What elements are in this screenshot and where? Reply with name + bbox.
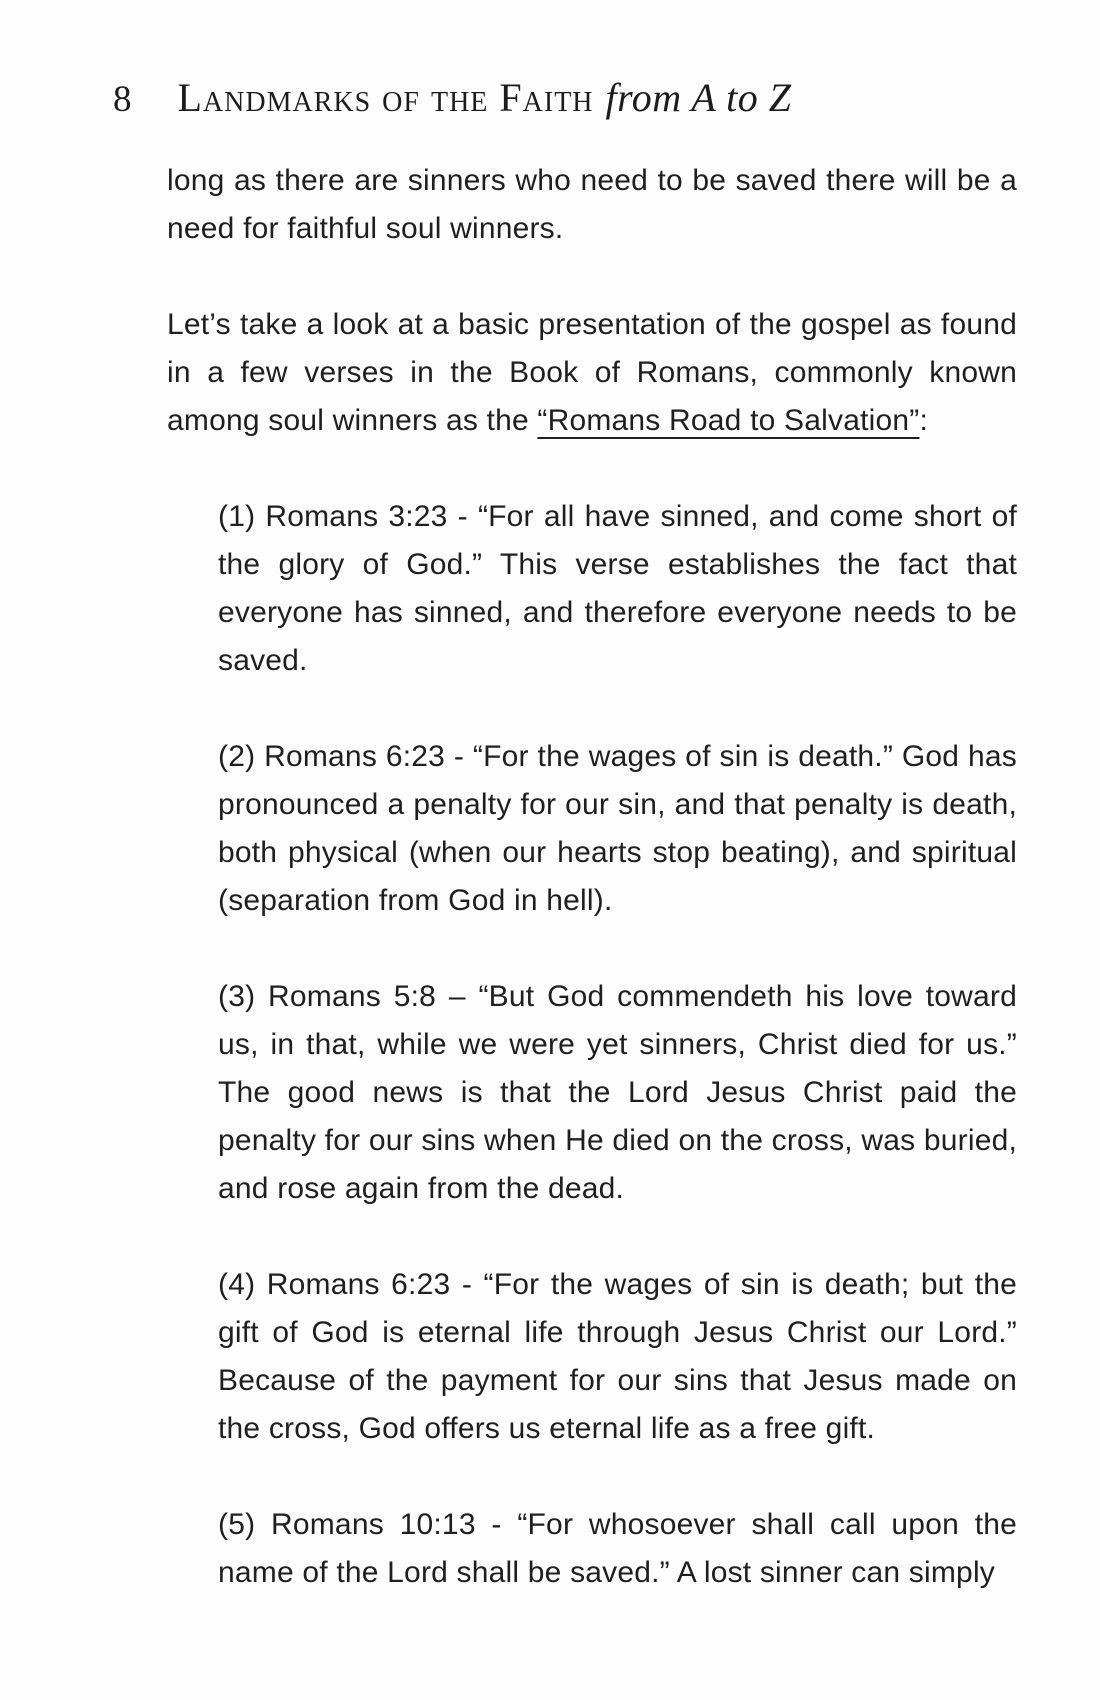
book-subtitle: from A to Z [605,75,792,120]
running-header [113,75,792,120]
romans-road-item-1: (1) Romans 3:23 - “For all have sinned, and come short of the glory of God.” This verse establishes the fact that everyone has sinned, and therefore everyone needs to be saved. [218,500,1017,677]
book-title: Landmarks of the Faith [177,75,594,120]
paragraph-gospel-prefix: Let’s take a look at a basic presentation of the gospel as found in a few verses in the Book of Romans, commonly known among soul winners as the [167,308,1017,437]
paragraph-intro: long as there are sinners who need to be saved there will be a need for faithful soul winners. [167,164,1017,245]
page-number: 8 [113,79,132,120]
page-body-text [167,157,1017,1645]
romans-road-item-5: (5) Romans 10:13 - “For whosoever shall call upon the name of the Lord shall be saved.” A lost sinner can simply [218,1508,1017,1589]
romans-road-item-4: (4) Romans 6:23 - “For the wages of sin is death; but the gift of God is eternal life through Jesus Christ our Lord.” Because of the payment for our sins that Jesus made on the cross, God offers us eternal life as a free gift. [218,1268,1017,1445]
paragraph-gospel [167,301,1017,445]
romans-road-item-3: (3) Romans 5:8 – “But God commendeth his love toward us, in that, while we were yet sinners, Christ died for us.” The good news is that the Lord Jesus Christ paid the penalty for our sins when He died on the cross, was buried, and rose again from the dead. [218,980,1017,1205]
paragraph-gospel-suffix: : [919,404,928,437]
romans-road-item-2: (2) Romans 6:23 - “For the wages of sin is death.” God has pronounced a penalty for our sin, and that penalty is death, both physical (when our hearts stop beating), and spiritual (separation from God in hell). [218,740,1017,917]
romans-road-underlined-phrase: “Romans Road to Salvation” [537,404,920,437]
